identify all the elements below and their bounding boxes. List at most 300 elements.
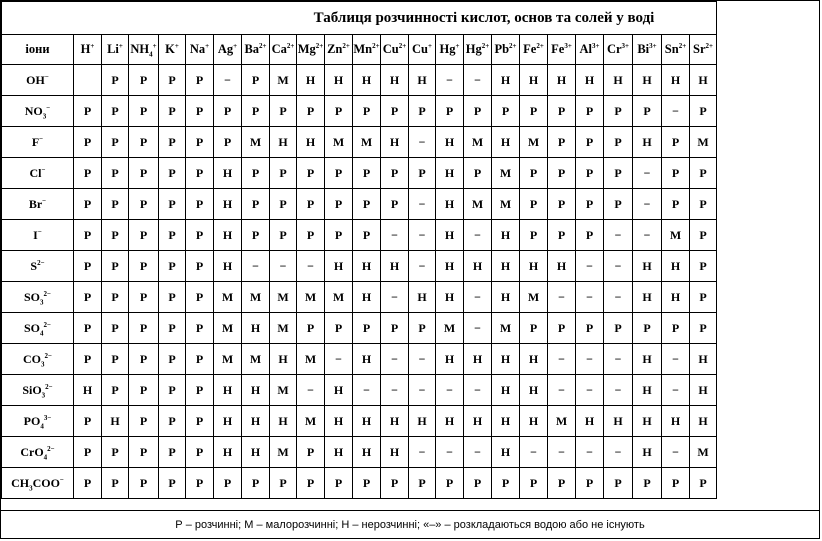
solubility-cell: Р [464, 158, 492, 189]
solubility-cell: − [409, 189, 436, 220]
anion-row [2, 437, 717, 468]
solubility-cell: Р [186, 344, 214, 375]
solubility-cell: М [297, 282, 325, 313]
solubility-cell: М [690, 437, 717, 468]
solubility-cell: Р [464, 468, 492, 499]
solubility-cell: Р [297, 96, 325, 127]
solubility-cell: Р [409, 158, 436, 189]
anion-header-cell [2, 127, 74, 158]
solubility-cell: Р [186, 220, 214, 251]
solubility-cell: Н [325, 375, 353, 406]
solubility-cell: Р [604, 127, 633, 158]
solubility-cell: Р [129, 468, 159, 499]
solubility-cell: Н [214, 375, 242, 406]
anion-header-cell [2, 189, 74, 220]
solubility-cell: Р [242, 189, 270, 220]
solubility-cell: Н [270, 406, 297, 437]
solubility-cell: М [214, 282, 242, 313]
solubility-cell: Н [633, 375, 662, 406]
solubility-cell: Н [409, 65, 436, 96]
solubility-cell: Р [129, 437, 159, 468]
solubility-cell: Р [576, 158, 604, 189]
solubility-cell: Н [492, 406, 520, 437]
solubility-cell: Р [129, 96, 159, 127]
solubility-cell: Р [159, 251, 186, 282]
solubility-cell: Н [548, 251, 576, 282]
solubility-cell: Р [297, 158, 325, 189]
solubility-cell: Н [214, 406, 242, 437]
anion-row [2, 158, 717, 189]
solubility-cell: Р [74, 344, 102, 375]
solubility-cell: Р [242, 65, 270, 96]
solubility-cell: Р [214, 96, 242, 127]
solubility-cell: − [409, 437, 436, 468]
solubility-cell: Р [159, 127, 186, 158]
cation-label: $Cu^{2+}$ [382, 42, 407, 57]
solubility-cell: Р [325, 96, 353, 127]
solubility-cell: Р [633, 313, 662, 344]
solubility-cell: Н [662, 65, 690, 96]
anion-row [2, 468, 717, 499]
solubility-cell: Р [325, 468, 353, 499]
solubility-cell: Р [74, 282, 102, 313]
solubility-cell: Р [548, 468, 576, 499]
solubility-cell: Р [548, 158, 576, 189]
anion-header-cell [2, 158, 74, 189]
solubility-cell: Р [633, 96, 662, 127]
solubility-cell: Н [520, 375, 548, 406]
cation-label: H+ [80, 42, 95, 57]
solubility-cell: Н [633, 406, 662, 437]
solubility-cell: − [576, 282, 604, 313]
solubility-cell: − [548, 344, 576, 375]
anion-row [2, 220, 717, 251]
solubility-cell: Р [548, 189, 576, 220]
solubility-cell: Н [353, 65, 381, 96]
solubility-cell: − [464, 313, 492, 344]
solubility-cell: Н [464, 406, 492, 437]
solubility-cell: − [662, 375, 690, 406]
solubility-cell: М [242, 282, 270, 313]
solubility-cell: − [576, 375, 604, 406]
solubility-cell: Р [102, 344, 129, 375]
anion-label: SiO$_3^{2-}$ [22, 383, 53, 400]
solubility-cell: − [633, 189, 662, 220]
solubility-cell: Н [353, 406, 381, 437]
solubility-cell: Н [690, 65, 717, 96]
solubility-cell: Р [325, 220, 353, 251]
solubility-cell: М [270, 65, 297, 96]
solubility-cell: Н [520, 344, 548, 375]
solubility-cell: Р [576, 468, 604, 499]
solubility-cell: Н [690, 375, 717, 406]
solubility-cell: Н [492, 251, 520, 282]
anion-label: F− [31, 135, 44, 149]
solubility-cell: − [297, 375, 325, 406]
solubility-cell: Н [662, 282, 690, 313]
solubility-cell: Р [214, 468, 242, 499]
solubility-cell: Н [325, 251, 353, 282]
solubility-cell: − [576, 251, 604, 282]
solubility-cell: Р [381, 96, 409, 127]
cation-header-cell [690, 35, 717, 65]
solubility-cell: Р [353, 313, 381, 344]
solubility-cell: Р [102, 437, 129, 468]
solubility-cell: Р [129, 220, 159, 251]
solubility-cell: Н [74, 375, 102, 406]
solubility-cell: М [464, 189, 492, 220]
solubility-cell: Н [520, 406, 548, 437]
solubility-cell: Р [102, 127, 129, 158]
solubility-cell: Р [159, 344, 186, 375]
solubility-cell: Р [690, 468, 717, 499]
solubility-cell: Р [159, 375, 186, 406]
solubility-cell: Н [242, 406, 270, 437]
solubility-cell: М [325, 282, 353, 313]
solubility-cell: Р [102, 158, 129, 189]
solubility-cell: − [381, 375, 409, 406]
cation-label: Ag+ [217, 42, 238, 57]
solubility-cell: М [270, 313, 297, 344]
solubility-cell: Р [270, 189, 297, 220]
solubility-cell: Н [102, 406, 129, 437]
cation-header-cell [242, 35, 270, 65]
solubility-cell: Р [297, 468, 325, 499]
solubility-cell: − [662, 96, 690, 127]
solubility-cell: Н [242, 437, 270, 468]
solubility-cell: Н [436, 220, 464, 251]
solubility-cell: − [633, 220, 662, 251]
solubility-cell: Н [492, 127, 520, 158]
anion-row [2, 282, 717, 313]
cation-header-cell [325, 35, 353, 65]
solubility-cell: Р [129, 189, 159, 220]
solubility-cell: Р [353, 158, 381, 189]
anion-label: Br− [28, 197, 47, 211]
solubility-cell: Н [325, 65, 353, 96]
solubility-table [1, 1, 717, 499]
solubility-cell: М [662, 220, 690, 251]
solubility-cell: Р [159, 313, 186, 344]
solubility-cell: − [409, 220, 436, 251]
solubility-cell: Р [690, 282, 717, 313]
cation-header-cell [604, 35, 633, 65]
solubility-cell: М [242, 344, 270, 375]
anion-label: $S^{2-}$ [30, 259, 45, 273]
solubility-cell: Н [576, 406, 604, 437]
solubility-cell: − [214, 65, 242, 96]
solubility-cell: Р [102, 468, 129, 499]
legend: Р – розчинні; М – малорозчинні; Н – нерозчинні; «–» – розкладаються водою або не існують [1, 510, 819, 539]
cation-header-cell [159, 35, 186, 65]
solubility-cell: Р [576, 189, 604, 220]
solubility-cell: Р [548, 96, 576, 127]
solubility-cell: Р [214, 127, 242, 158]
solubility-cell: Р [159, 65, 186, 96]
solubility-cell: Р [381, 158, 409, 189]
solubility-cell: − [604, 344, 633, 375]
anion-header-cell [2, 406, 74, 437]
solubility-cell: Н [633, 251, 662, 282]
cation-header-cell [129, 35, 159, 65]
solubility-cell: Р [662, 158, 690, 189]
solubility-cell: Р [520, 189, 548, 220]
cation-label: $NH_4^+$ [130, 42, 157, 59]
anion-row [2, 375, 717, 406]
solubility-cell: − [464, 282, 492, 313]
cation-header-cell [633, 35, 662, 65]
solubility-cell: Р [74, 220, 102, 251]
solubility-cell: М [270, 282, 297, 313]
cation-label: $Al^{3+}$ [579, 42, 600, 57]
solubility-cell: М [297, 344, 325, 375]
solubility-cell: Р [159, 437, 186, 468]
solubility-cell: Р [604, 158, 633, 189]
solubility-cell: Н [464, 344, 492, 375]
solubility-cell: Н [409, 406, 436, 437]
solubility-cell: Р [325, 158, 353, 189]
solubility-cell: Р [74, 189, 102, 220]
solubility-cell: Р [102, 282, 129, 313]
anion-label: $SO_4^{2-}$ [23, 321, 51, 338]
solubility-cell: Н [297, 127, 325, 158]
anion-label: $CH_3COO^-$ [11, 476, 64, 493]
solubility-cell: Р [186, 96, 214, 127]
solubility-cell: Р [662, 468, 690, 499]
solubility-cell: Р [159, 189, 186, 220]
solubility-cell: Н [353, 437, 381, 468]
solubility-cell: Р [102, 313, 129, 344]
solubility-cell: Н [633, 282, 662, 313]
solubility-cell: − [548, 282, 576, 313]
solubility-cell: − [576, 437, 604, 468]
solubility-cell: М [492, 189, 520, 220]
solubility-cell: Р [159, 158, 186, 189]
solubility-cell: Р [74, 406, 102, 437]
solubility-cell: М [520, 127, 548, 158]
solubility-cell: − [270, 251, 297, 282]
solubility-cell: Р [297, 437, 325, 468]
solubility-cell: Н [633, 437, 662, 468]
solubility-cell: Н [270, 344, 297, 375]
anion-header-cell [2, 468, 74, 499]
solubility-cell: Р [102, 96, 129, 127]
solubility-cell: Р [604, 468, 633, 499]
solubility-cell: Р [186, 406, 214, 437]
solubility-cell: Н [464, 251, 492, 282]
solubility-cell: Р [436, 96, 464, 127]
solubility-cell: − [604, 282, 633, 313]
solubility-cell: Н [492, 282, 520, 313]
anion-row [2, 127, 717, 158]
solubility-cell: Н [381, 251, 409, 282]
solubility-cell: Р [633, 468, 662, 499]
solubility-cell: − [604, 220, 633, 251]
solubility-cell: М [353, 127, 381, 158]
solubility-cell: Р [129, 344, 159, 375]
cation-label: $Sr^{2+}$ [693, 42, 713, 57]
solubility-cell: Р [690, 251, 717, 282]
anion-label: $NO_3^-$ [24, 104, 51, 121]
solubility-cell: Н [214, 220, 242, 251]
solubility-cell: Р [297, 220, 325, 251]
solubility-cell [74, 65, 102, 96]
cation-header-cell [74, 35, 102, 65]
cation-header-row [2, 35, 717, 65]
cation-label: $Sn^{2+}$ [664, 42, 687, 57]
anion-label: $SO_3^{2-}$ [23, 290, 51, 307]
solubility-cell: Р [186, 158, 214, 189]
solubility-cell: Н [242, 375, 270, 406]
solubility-cell: Р [242, 158, 270, 189]
cation-header-cell [270, 35, 297, 65]
solubility-cell: − [297, 251, 325, 282]
solubility-cell: − [464, 437, 492, 468]
cation-label: $Cr^{3+}$ [606, 42, 630, 57]
solubility-cell: Р [74, 468, 102, 499]
solubility-cell: М [242, 127, 270, 158]
solubility-cell: Р [576, 313, 604, 344]
solubility-cell: Н [381, 65, 409, 96]
solubility-cell: Н [409, 282, 436, 313]
solubility-cell: М [492, 313, 520, 344]
solubility-cell: М [325, 127, 353, 158]
solubility-cell: Р [270, 158, 297, 189]
solubility-cell: М [297, 406, 325, 437]
solubility-cell: Р [576, 220, 604, 251]
solubility-cell: Н [662, 406, 690, 437]
solubility-cell: − [548, 437, 576, 468]
solubility-cell: Р [464, 96, 492, 127]
anion-header-cell [2, 375, 74, 406]
cation-label: Na+ [189, 42, 210, 57]
cation-header-cell [576, 35, 604, 65]
anion-label: I− [33, 228, 42, 242]
solubility-cell: − [242, 251, 270, 282]
solubility-cell: Р [604, 313, 633, 344]
solubility-cell: Н [548, 65, 576, 96]
solubility-cell: Р [409, 313, 436, 344]
solubility-cell: Н [520, 251, 548, 282]
solubility-cell: Н [662, 251, 690, 282]
cation-header-cell [381, 35, 409, 65]
solubility-cell: Н [242, 313, 270, 344]
solubility-cell: − [409, 251, 436, 282]
solubility-cell: Н [492, 65, 520, 96]
solubility-cell: Н [436, 344, 464, 375]
solubility-cell: Р [690, 189, 717, 220]
solubility-cell: Н [436, 158, 464, 189]
anion-header-cell [2, 251, 74, 282]
solubility-cell: Р [242, 468, 270, 499]
solubility-cell: Н [492, 344, 520, 375]
solubility-cell: Р [129, 65, 159, 96]
solubility-cell: Р [74, 96, 102, 127]
solubility-cell: Н [492, 437, 520, 468]
solubility-cell: Н [690, 344, 717, 375]
solubility-cell: − [409, 127, 436, 158]
solubility-cell: Н [381, 437, 409, 468]
cation-header-cell [297, 35, 325, 65]
solubility-cell: Н [297, 65, 325, 96]
anion-header-cell [2, 282, 74, 313]
solubility-cell: Р [242, 96, 270, 127]
solubility-cell: Р [270, 96, 297, 127]
solubility-cell: Р [520, 158, 548, 189]
solubility-cell: Р [297, 189, 325, 220]
solubility-cell: Н [633, 344, 662, 375]
solubility-cell: Р [548, 127, 576, 158]
solubility-cell: Р [604, 96, 633, 127]
solubility-cell: − [381, 344, 409, 375]
anion-row [2, 251, 717, 282]
solubility-cell: Р [353, 220, 381, 251]
solubility-cell: Р [129, 375, 159, 406]
solubility-cell: Р [74, 251, 102, 282]
solubility-cell: Н [214, 158, 242, 189]
anion-row [2, 406, 717, 437]
cation-label: $Bi^{3+}$ [637, 42, 657, 57]
anion-label: Cl− [29, 166, 46, 180]
solubility-cell: Р [353, 189, 381, 220]
solubility-cell: Р [690, 313, 717, 344]
solubility-cell: − [520, 437, 548, 468]
solubility-cell: Р [129, 127, 159, 158]
solubility-cell: Р [186, 189, 214, 220]
anion-row [2, 65, 717, 96]
anion-row [2, 96, 717, 127]
solubility-cell: Р [576, 96, 604, 127]
anion-header-cell [2, 437, 74, 468]
solubility-cell: Р [520, 468, 548, 499]
anion-row [2, 313, 717, 344]
cation-label: $Fe^{3+}$ [551, 42, 572, 57]
solubility-cell: М [270, 375, 297, 406]
solubility-cell: Р [270, 220, 297, 251]
solubility-cell: Р [129, 406, 159, 437]
cation-label: $Mg^{2+}$ [297, 42, 324, 57]
solubility-cell: − [436, 375, 464, 406]
solubility-cell: − [576, 344, 604, 375]
solubility-cell: Н [436, 127, 464, 158]
cation-header-cell [436, 35, 464, 65]
cation-label: $Pb^{2+}$ [494, 42, 517, 57]
cation-header-cell [102, 35, 129, 65]
cation-label: $Hg^{2+}$ [465, 42, 490, 57]
solubility-cell: Н [633, 127, 662, 158]
solubility-cell: Р [325, 313, 353, 344]
solubility-cell: Н [214, 251, 242, 282]
solubility-cell: Р [159, 406, 186, 437]
solubility-cell: Р [186, 375, 214, 406]
anion-header-cell [2, 65, 74, 96]
solubility-cell: − [436, 437, 464, 468]
solubility-cell: Н [353, 251, 381, 282]
solubility-cell: − [381, 220, 409, 251]
solubility-cell: М [492, 158, 520, 189]
solubility-cell: − [409, 344, 436, 375]
solubility-cell: Р [186, 437, 214, 468]
solubility-cell: Р [520, 313, 548, 344]
solubility-cell: Н [520, 65, 548, 96]
solubility-cell: Р [690, 96, 717, 127]
anion-label: $PO_4^{3-}$ [23, 414, 52, 431]
cation-header-cell [662, 35, 690, 65]
solubility-cell: Р [186, 313, 214, 344]
solubility-cell: Р [74, 158, 102, 189]
solubility-cell: М [690, 127, 717, 158]
solubility-cell: − [604, 375, 633, 406]
